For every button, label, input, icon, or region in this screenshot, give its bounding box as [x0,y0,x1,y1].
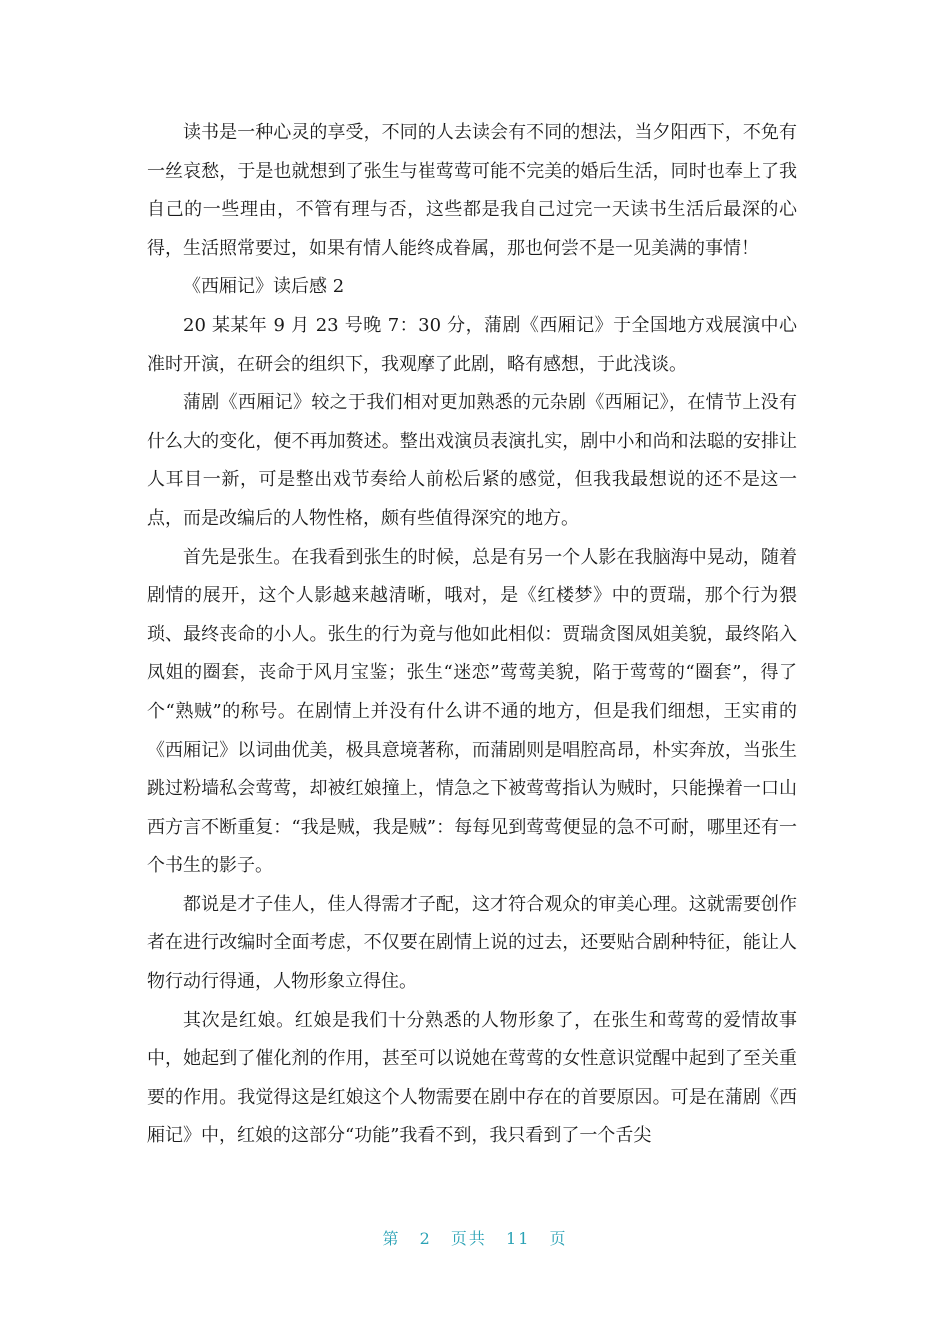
paragraph-2: 20 某某年 9 月 23 号晚 7：30 分，蒲剧《西厢记》于全国地方戏展演中心准时开演，在研会的组织下，我观摩了此剧，略有感想，于此浅谈。 [147,314,797,375]
paragraph-3: 蒲剧《西厢记》较之于我们相对更加熟悉的元杂剧《西厢记》，在情节上没有什么大的变化，便不再加赘述。整出戏演员表演扎实，剧中小和尚和法聪的安排让人耳目一新，可是整出戏节奏给人前松后紧的感觉，但我我最想说的还不是这一点，而是改编后的人物性格，颇有些值得深究的地方。 [147,392,797,529]
footer-middle: 页共 [450,1229,487,1248]
paragraph-6: 其次是红娘。红娘是我们十分熟悉的人物形象了，在张生和莺莺的爱情故事中，她起到了催化剂的作用，甚至可以说她在莺莺的女性意识觉醒中起到了至关重要的作用。我觉得这是红娘这个人物需要在剧中存在的首要原因。可是在蒲剧《西厢记》中，红娘的这部分“功能”我看不到，我只看到了一个舌尖 [147,1009,797,1147]
footer-prefix: 第 [382,1229,401,1248]
footer-suffix: 页 [549,1229,568,1248]
paragraph-5: 都说是才子佳人，佳人得需才子配，这才符合观众的审美心理。这就需要创作者在进行改编时全面考虑，不仅要在剧情上说的过去，还要贴合剧种特征，能让人物行动行得通，人物形象立得住。 [147,893,797,993]
paragraph-1: 读书是一种心灵的享受，不同的人去读会有不同的想法，当夕阳西下，不免有一丝哀愁，于是也就想到了张生与崔莺莺可能不完美的婚后生活，同时也奉上了我自己的一些理由，不管有理与否，这些都是我自己过完一天读书生活后最深的心得，生活照常要过，如果有情人能终成眷属，那也何尝不是一见美满的事情！ [147,122,797,259]
paragraph-4: 首先是张生。在我看到张生的时候，总是有另一个人影在我脑海中晃动，随着剧情的展开，这个人影越来越清晰，哦对，是《红楼梦》中的贾瑞，那个行为猥琐、最终丧命的小人。张生的行为竟与他如此相似：贾瑞贪图凤姐美貌，最终陷入凤姐的圈套，丧命于风月宝鉴；张生“迷恋”莺莺美貌，陷于莺莺的“圈套”，得了个“熟贼”的称号。在剧情上并没有什么讲不通的地方，但是我们细想，王实甫的《西厢记》以词曲优美，极具意境著称，而蒲剧则是唱腔高昂，朴实奔放，当张生跳过粉墙私会莺莺，却被红娘撞上，情急之下被莺莺指认为贼时，只能操着一口山西方言不断重复：“我是贼，我是贼”：每每见到莺莺便显的急不可耐，哪里还有一个书生的影子。 [147,546,797,877]
page-footer [0,1226,950,1249]
document-body [147,114,797,1156]
section-heading: 《西厢记》读后感 2 [183,276,345,298]
current-page-number: 2 [419,1229,432,1248]
total-pages-number: 11 [506,1229,531,1248]
